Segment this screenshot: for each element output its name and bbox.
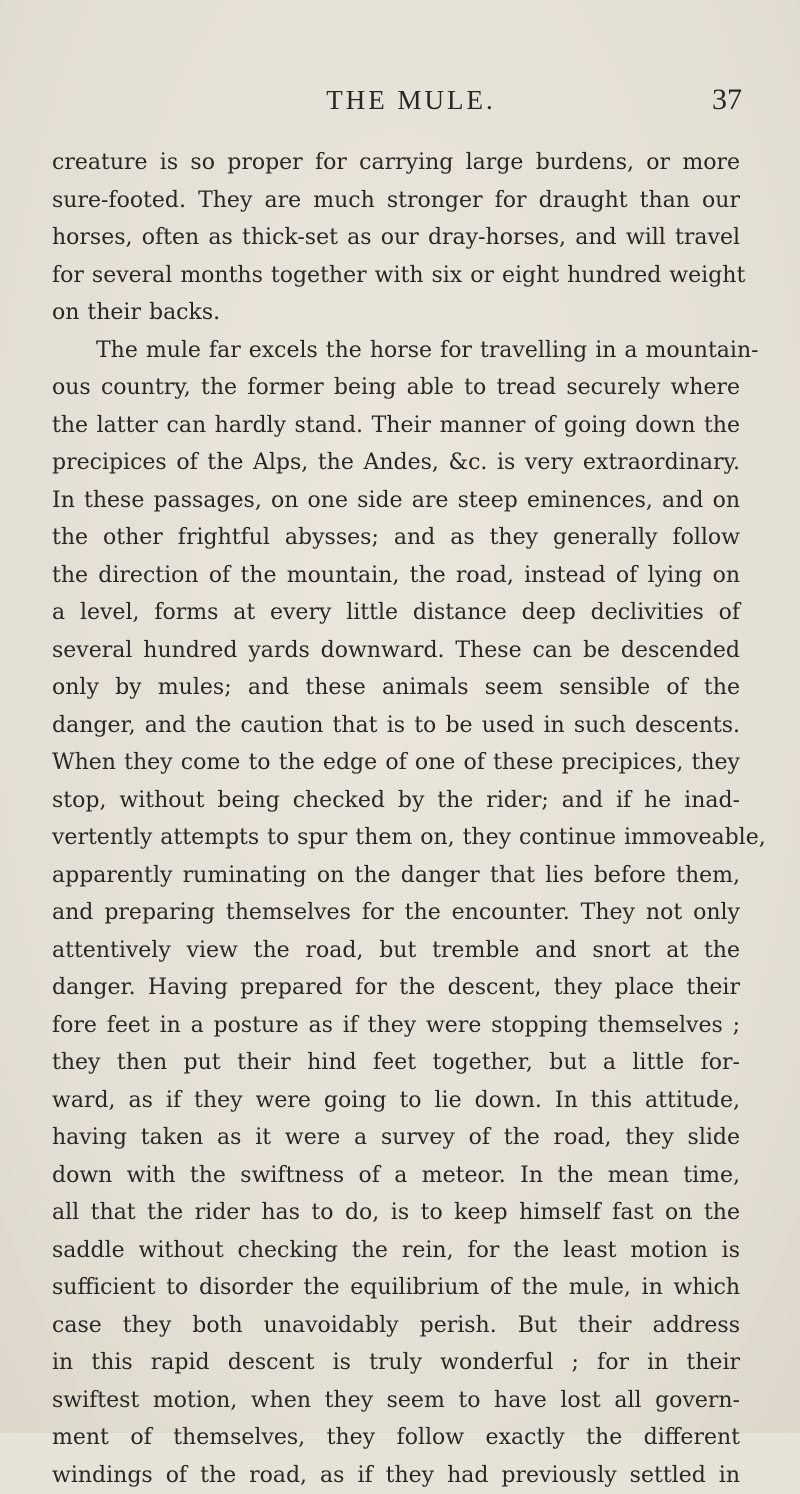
body-text (52, 144, 740, 1494)
text-line: ment of themselves, they follow exactly the different (52, 1419, 740, 1457)
text-line: and preparing themselves for the encounter. They not only (52, 894, 740, 932)
text-line: ous country, the former being able to tread securely where (52, 369, 740, 407)
text-line: danger, and the caution that is to be used in such descents. (52, 707, 740, 745)
text-line: In these passages, on one side are steep eminences, and on (52, 482, 740, 520)
text-line: all that the rider has to do, is to keep himself fast on the (52, 1194, 740, 1232)
text-line: vertently attempts to spur them on, they continue immoveable, (52, 819, 740, 857)
text-line: horses, often as thick-set as our dray-horses, and will travel (52, 219, 740, 257)
text-line: When they come to the edge of one of these precipices, they (52, 744, 740, 782)
text-line: they then put their hind feet together, but a little for- (52, 1044, 740, 1082)
text-line: saddle without checking the rein, for the least motion is (52, 1232, 740, 1270)
text-line: sure-footed. They are much stronger for draught than our (52, 182, 740, 220)
text-line: the direction of the mountain, the road, instead of lying on (52, 557, 740, 595)
text-line: a level, forms at every little distance deep declivities of (52, 594, 740, 632)
text-line: having taken as it were a survey of the road, they slide (52, 1119, 740, 1157)
text-line: attentively view the road, but tremble and snort at the (52, 932, 740, 970)
text-line: danger. Having prepared for the descent, they place their (52, 969, 740, 1007)
text-line: for several months together with six or eight hundred weight (52, 257, 740, 295)
text-line: on their backs. (52, 294, 740, 332)
text-line: The mule far excels the horse for travelling in a mountain- (52, 332, 740, 370)
text-line: windings of the road, as if they had previously settled in (52, 1457, 740, 1494)
text-line: sufficient to disorder the equilibrium of the mule, in which (52, 1269, 740, 1307)
text-line: case they both unavoidably perish. But their address (52, 1307, 740, 1345)
text-line: down with the swiftness of a meteor. In the mean time, (52, 1157, 740, 1195)
text-line: the latter can hardly stand. Their manner of going down the (52, 407, 740, 445)
text-line: fore feet in a posture as if they were stopping themselves ; (52, 1007, 740, 1045)
text-line: the other frightful abysses; and as they generally follow (52, 519, 740, 557)
text-line: precipices of the Alps, the Andes, &c. is very extraordinary. (52, 444, 740, 482)
text-line: apparently ruminating on the danger that lies before them, (52, 857, 740, 895)
page-number: 37 (712, 80, 742, 120)
text-line: in this rapid descent is truly wonderful ; for in their (52, 1344, 740, 1382)
text-line: several hundred yards downward. These can be descended (52, 632, 740, 670)
text-line: swiftest motion, when they seem to have lost all govern- (52, 1382, 740, 1420)
text-line: creature is so proper for carrying large burdens, or more (52, 144, 740, 182)
text-line: stop, without being checked by the rider; and if he inad- (52, 782, 740, 820)
running-title: THE MULE. (52, 80, 740, 120)
text-line: only by mules; and these animals seem sensible of the (52, 669, 740, 707)
page-header (52, 80, 740, 120)
text-line: ward, as if they were going to lie down. In this attitude, (52, 1082, 740, 1120)
